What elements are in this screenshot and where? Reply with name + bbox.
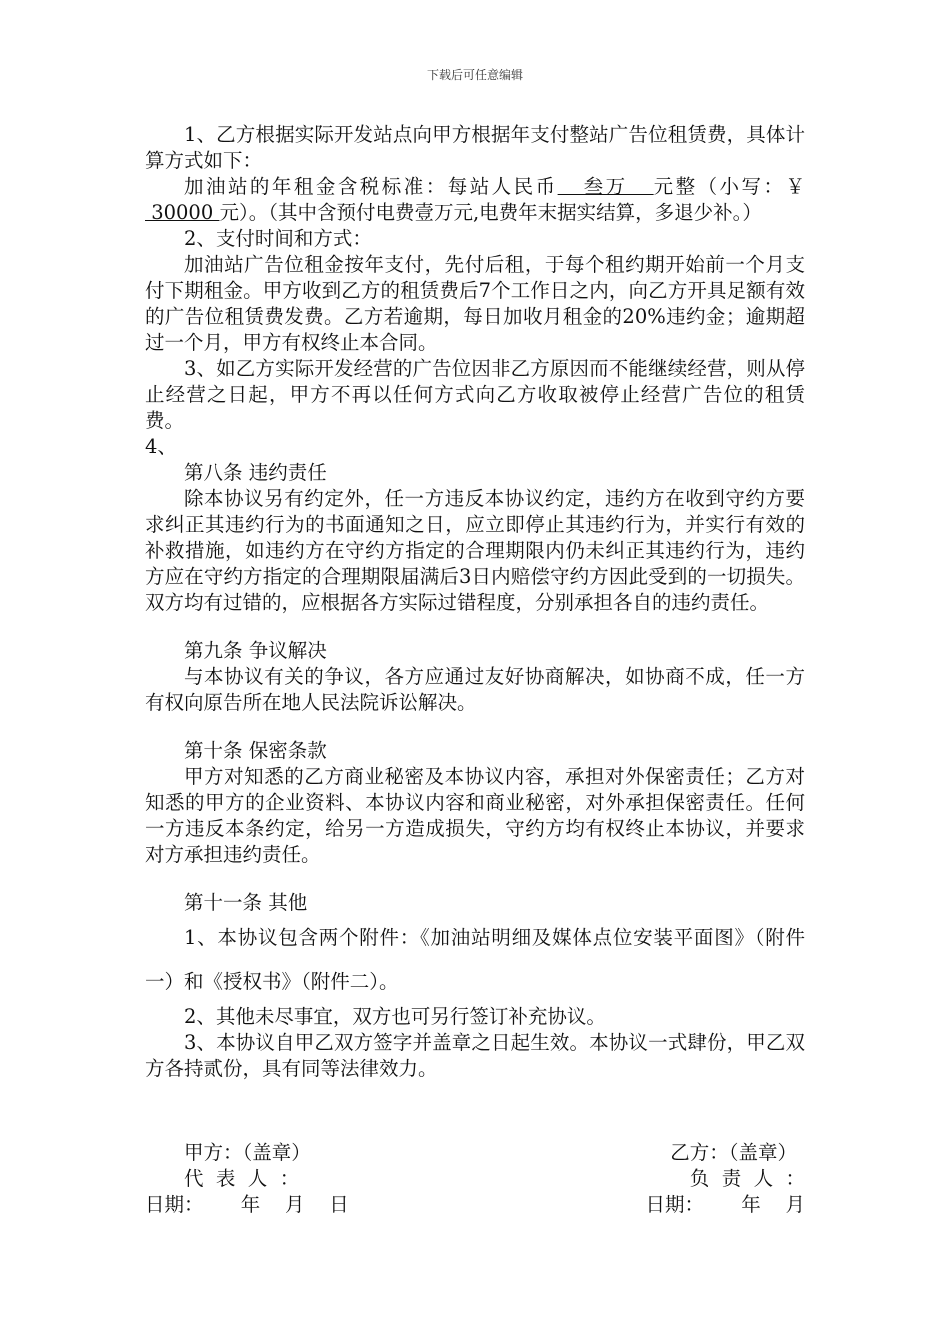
signature-block bbox=[145, 1140, 805, 1218]
spacer bbox=[145, 716, 805, 738]
clause-1: 1、乙方根据实际开发站点向甲方根据年支付整站广告位租赁费，具体计算方式如下： bbox=[145, 123, 805, 172]
article-11-item-3: 3、本协议自甲乙双方签字并盖章之日起生效。本协议一式肆份，甲乙双方各持贰份，具有同等法律效力。 bbox=[145, 1031, 805, 1080]
spacer bbox=[145, 868, 805, 890]
article-10-body: 甲方对知悉的乙方商业秘密及本协议内容，承担对外保密责任；乙方对知悉的甲方的企业资料、本协议内容和商业秘密，对外承担保密责任。任何一方违反本条约定，给另一方造成损失，守约方均有权终止本协议，并要求对方承担违约责任。 bbox=[145, 765, 805, 866]
article-10-title: 第十条 保密条款 bbox=[184, 739, 327, 762]
party-b-responsible: 负 责 人 ： bbox=[689, 1167, 805, 1190]
clause-3: 3、如乙方实际开发经营的广告位因非乙方原因而不能继续经营，则从停止经营之日起，甲方不再以任何方式向乙方收取被停止经营广告位的租赁费。 bbox=[145, 357, 805, 432]
article-9-body: 与本协议有关的争议，各方应通过友好协商解决，如协商不成，任一方有权向原告所在地人民法院诉讼解决。 bbox=[145, 665, 805, 714]
party-a-seal: 甲方：（盖章） bbox=[184, 1141, 311, 1164]
rent-standard bbox=[145, 174, 805, 226]
rent-amount-number: 30000 bbox=[145, 201, 220, 224]
payment-terms: 加油站广告位租金按年支付，先付后租，于每个租约期开始前一个月支付下期租金。甲方收到乙方的租赁费后7个工作日之内，向乙方开具足额有效的广告位租赁费发费。乙方若逾期，每日加收月租金的20%违约金；逾期超过一个月，甲方有权终止本合同。 bbox=[145, 253, 805, 354]
clause-2: 2、支付时间和方式： bbox=[184, 227, 372, 250]
article-9-title: 第九条 争议解决 bbox=[184, 639, 327, 662]
rent-amount-words: 叁万 bbox=[557, 175, 654, 198]
article-11-item-2: 2、其他未尽事宜，双方也可另行签订补充协议。 bbox=[184, 1005, 606, 1028]
party-b-date: 日期： 年 月 bbox=[645, 1193, 805, 1216]
article-8-title: 第八条 违约责任 bbox=[184, 461, 327, 484]
party-a-date: 日期： 年 月 日 bbox=[145, 1193, 349, 1216]
article-8-body: 除本协议另有约定外，任一方违反本协议约定，违约方在收到守约方要求纠正其违约行为的书面通知之日，应立即停止其违约行为，并实行有效的补救措施，如违约方在守约方指定的合理期限内仍未纠正其违约行为，违约方应在守约方指定的合理期限届满后3日内赔偿守约方因此受到的一切损失。双方均有过错的，应根据各方实际过错程度，分别承担各自的违约责任。 bbox=[145, 487, 805, 614]
clause-4: 4、 bbox=[145, 435, 177, 458]
page-header: 下载后可任意编辑 bbox=[426, 68, 523, 82]
rent-text-1: 加油站的年租金含税标准：每站人民币 bbox=[184, 175, 558, 198]
spacer bbox=[145, 1082, 805, 1140]
article-11-item-1: 1、本协议包含两个附件：《加油站明细及媒体点位安装平面图》（附件一）和《授权书》（附件二）。 bbox=[145, 926, 805, 993]
party-a-representative: 代 表 人 ： bbox=[184, 1167, 300, 1190]
rent-text-3: 元）。（其中含预付电费壹万元,电费年末据实结算，多退少补。） bbox=[219, 201, 762, 224]
party-b-seal: 乙方：（盖章） bbox=[670, 1141, 797, 1164]
rent-text-2: 元整（小写：￥ bbox=[653, 175, 805, 198]
article-11-title: 第十一条 其他 bbox=[184, 891, 308, 914]
signature-row-party bbox=[145, 1140, 805, 1166]
signature-row-rep bbox=[145, 1166, 805, 1192]
document-body bbox=[145, 122, 805, 1218]
spacer bbox=[145, 616, 805, 638]
signature-row-date bbox=[145, 1192, 805, 1218]
